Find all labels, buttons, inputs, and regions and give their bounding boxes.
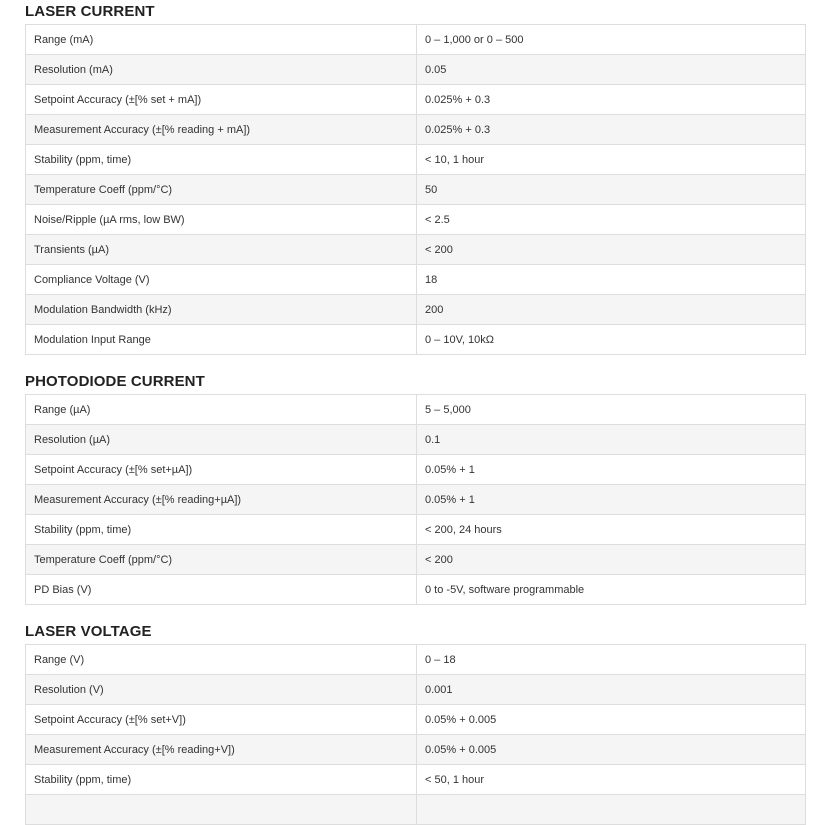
spec-value: 0 to -5V, software programmable [417,575,806,605]
spec-value: 200 [417,295,806,325]
spec-value: 0.05 [417,55,806,85]
spec-row [26,425,806,455]
spec-value: < 200, 24 hours [417,515,806,545]
spec-parameter [26,795,417,825]
spec-row [26,145,806,175]
section-title: LASER VOLTAGE [25,623,152,640]
spec-row [26,115,806,145]
spec-value: 50 [417,175,806,205]
spec-parameter: Resolution (mA) [26,55,417,85]
spec-parameter: Measurement Accuracy (±[% reading+µA]) [26,485,417,515]
spec-row [26,675,806,705]
spec-row [26,325,806,355]
spec-value: 0.05% + 1 [417,455,806,485]
section-title: PHOTODIODE CURRENT [25,373,205,390]
spec-row [26,295,806,325]
spec-parameter: Setpoint Accuracy (±[% set + mA]) [26,85,417,115]
spec-table [25,644,806,825]
spec-value: 0 – 1,000 or 0 – 500 [417,25,806,55]
spec-row [26,735,806,765]
spec-parameter: Range (µA) [26,395,417,425]
spec-row [26,205,806,235]
spec-value: < 200 [417,235,806,265]
spec-parameter: Temperature Coeff (ppm/°C) [26,175,417,205]
spec-value: 0.001 [417,675,806,705]
spec-row [26,265,806,295]
spec-parameter: Noise/Ripple (µA rms, low BW) [26,205,417,235]
spec-row [26,765,806,795]
spec-table [25,24,806,355]
spec-row [26,795,806,825]
spec-value: 0.025% + 0.3 [417,115,806,145]
spec-parameter: PD Bias (V) [26,575,417,605]
spec-row [26,455,806,485]
spec-row [26,485,806,515]
spec-parameter: Resolution (µA) [26,425,417,455]
spec-row [26,175,806,205]
spec-row [26,25,806,55]
spec-parameter: Compliance Voltage (V) [26,265,417,295]
spec-value: 0 – 10V, 10kΩ [417,325,806,355]
spec-parameter: Measurement Accuracy (±[% reading + mA]) [26,115,417,145]
spec-row [26,55,806,85]
spec-parameter: Stability (ppm, time) [26,515,417,545]
spec-value: 0.05% + 0.005 [417,705,806,735]
spec-row [26,575,806,605]
spec-row [26,235,806,265]
spec-parameter: Modulation Bandwidth (kHz) [26,295,417,325]
spec-value: 5 – 5,000 [417,395,806,425]
spec-value: 0 – 18 [417,645,806,675]
spec-value: 0.1 [417,425,806,455]
spec-row [26,85,806,115]
section-title: LASER CURRENT [25,3,155,20]
spec-parameter: Setpoint Accuracy (±[% set+µA]) [26,455,417,485]
spec-section [25,620,806,825]
spec-row [26,545,806,575]
spec-row [26,705,806,735]
spec-parameter: Range (mA) [26,25,417,55]
spec-parameter: Range (V) [26,645,417,675]
spec-parameter: Temperature Coeff (ppm/°C) [26,545,417,575]
spec-value: < 50, 1 hour [417,765,806,795]
spec-parameter: Stability (ppm, time) [26,765,417,795]
spec-parameter: Setpoint Accuracy (±[% set+V]) [26,705,417,735]
spec-parameter: Modulation Input Range [26,325,417,355]
spec-section [25,0,806,355]
spec-row [26,395,806,425]
spec-table [25,394,806,605]
spec-row [26,645,806,675]
spec-parameter: Stability (ppm, time) [26,145,417,175]
spec-value: < 200 [417,545,806,575]
spec-parameter: Measurement Accuracy (±[% reading+V]) [26,735,417,765]
spec-parameter: Transients (µA) [26,235,417,265]
spec-section [25,370,806,605]
spec-value: 0.025% + 0.3 [417,85,806,115]
spec-value [417,795,806,825]
spec-value: 0.05% + 1 [417,485,806,515]
spec-value: 0.05% + 0.005 [417,735,806,765]
spec-value: < 10, 1 hour [417,145,806,175]
spec-parameter: Resolution (V) [26,675,417,705]
spec-value: 18 [417,265,806,295]
spec-value: < 2.5 [417,205,806,235]
spec-row [26,515,806,545]
